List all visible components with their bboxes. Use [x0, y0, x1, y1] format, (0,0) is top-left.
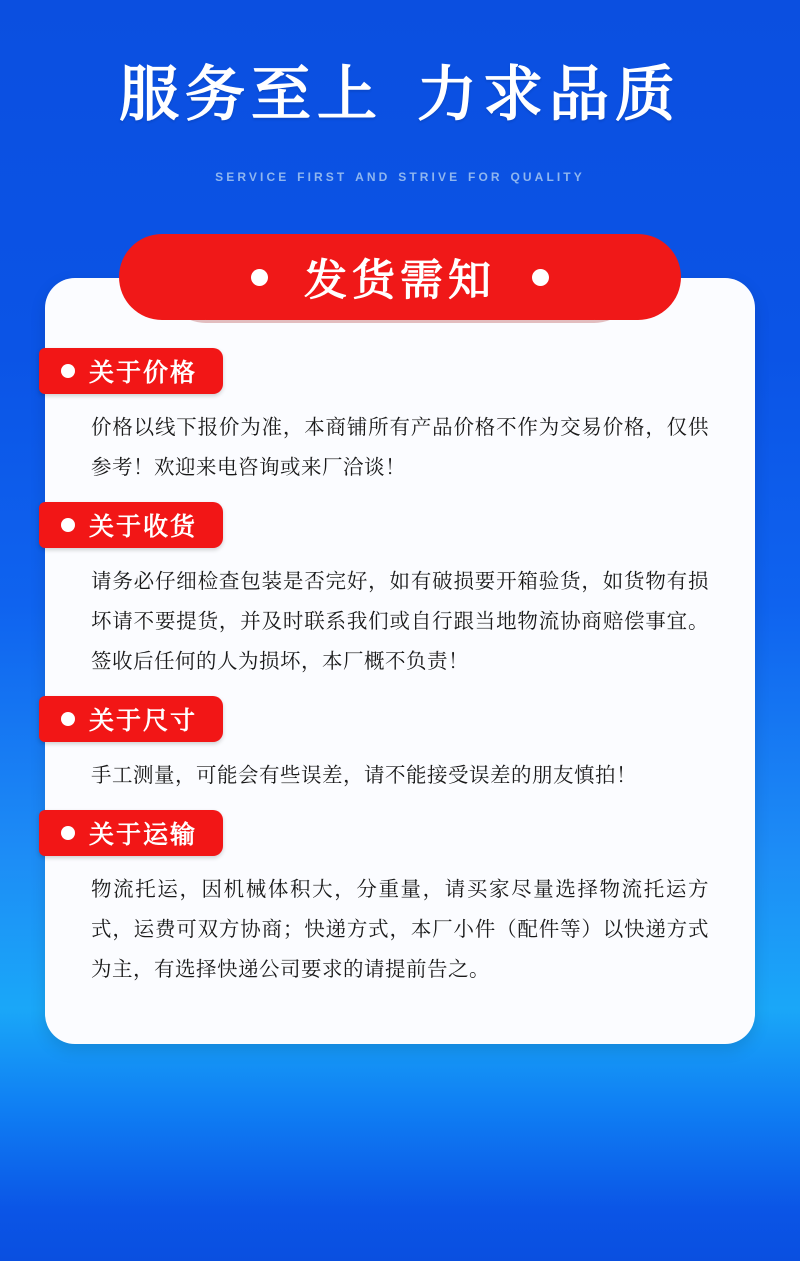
banner-label: 发货需知 — [304, 256, 496, 305]
section-tag-label: 关于运输 — [89, 820, 198, 849]
section-receiving — [45, 502, 755, 692]
section-text-receiving: 请务必仔细检查包装是否完好，如有破损要开箱验货，如货物有损坏请不要提货，并及时联系我们或自行跟当地物流协商赔偿事宜。签收后任何的人为损坏，本厂概不负责！ — [91, 569, 709, 673]
section-text-size: 手工测量，可能会有些误差，请不能接受误差的朋友慎拍！ — [91, 763, 637, 787]
section-transport — [45, 810, 755, 1000]
bottom-spacer — [0, 1044, 800, 1164]
page-title-part1: 服务至上 — [119, 61, 383, 128]
section-tag-price — [39, 348, 223, 394]
page-title — [0, 62, 800, 128]
section-tag-size — [39, 696, 223, 742]
section-tag-label: 关于尺寸 — [89, 706, 198, 735]
page-title-part2: 力求品质 — [417, 61, 681, 128]
section-tag-transport — [39, 810, 223, 856]
page-subtitle: service first and strive for quality — [215, 166, 585, 185]
section-text-price: 价格以线下报价为准，本商铺所有产品价格不作为交易价格，仅供参考！欢迎来电咨询或来厂洽谈！ — [91, 416, 709, 479]
section-tag-label: 关于收货 — [89, 512, 198, 541]
notice-card — [45, 278, 755, 1044]
bullet-icon — [61, 518, 75, 532]
bullet-icon — [61, 712, 75, 726]
section-tag-receiving — [39, 502, 223, 548]
bullet-icon — [61, 826, 75, 840]
section-price — [45, 348, 755, 498]
page-header — [0, 0, 800, 186]
section-tag-label: 关于价格 — [89, 359, 198, 387]
banner-body — [163, 234, 637, 320]
section-text-transport: 物流托运，因机械体积大，分重量，请买家尽量选择物流托运方式，运费可双方协商；快递方式，本厂小件（配件等）以快递方式为主，有选择快递公司要求的请提前告之。 — [91, 877, 709, 981]
banner-dot-left-icon — [251, 269, 268, 286]
bullet-icon — [61, 364, 75, 378]
banner-dot-right-icon — [532, 269, 549, 286]
section-size — [45, 696, 755, 806]
